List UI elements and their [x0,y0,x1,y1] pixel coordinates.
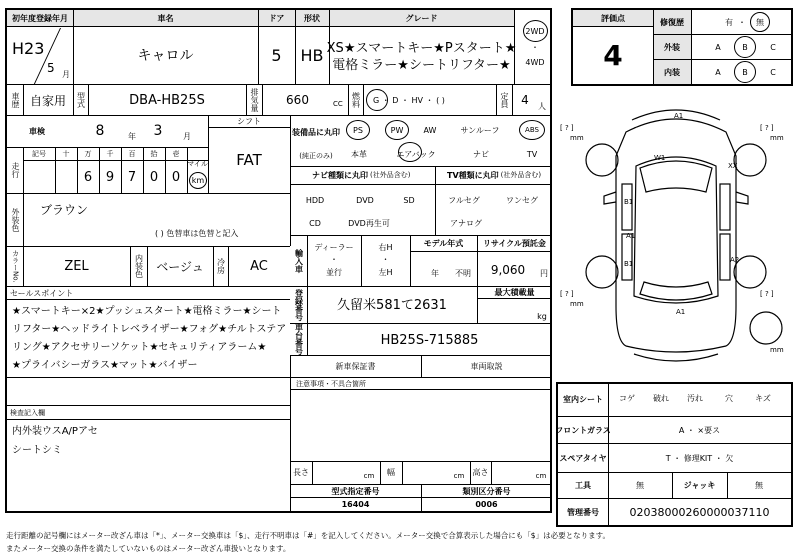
diagram-mm-tl: mm [570,134,584,142]
diagram-bracket-tl: [ ? ] [560,124,574,132]
sales-point-line-2: リング★アクセサリーソケット★セキュリティアラーム★ [12,342,267,353]
width-unit: cm [453,472,465,480]
car-name-label: 車名 [157,13,174,23]
notes-label: 注意事項・不具合箇所 [296,379,366,388]
fuel-options: G ・ D ・ HV ・ ( ) [373,95,445,105]
type-no-label: 型式指定番号 [331,486,380,496]
class-no-label: 類別区分番号 [462,486,511,496]
import-dot1: ・ [330,254,338,264]
interior-label: 内装 [664,67,680,77]
repair-yes: 有 [725,17,733,27]
diagram-label-left-rear: B1 [624,260,634,268]
equip-leather: 本革 [351,149,367,159]
length-unit: cm [363,472,375,480]
spare-value: T ・ 修理KIT ・ 欠 [665,453,734,463]
navi-label: ナビ種類に丸印 (社外品含む) [312,170,411,180]
navi-sd: SD [403,195,415,205]
car-diagram [556,96,796,380]
class-no-value: 0006 [475,500,498,509]
mileage-digit-5: 0 [171,169,181,185]
chassis-label: 車台番号 [294,323,304,355]
ac-value: AC [250,258,268,274]
mgmt-value: 02038000260000037110 [629,505,770,519]
mileage-header-0: 十 [62,150,70,158]
score-value: 4 [603,38,623,72]
exterior-a: A [715,42,721,52]
tv-fullseg: フルセグ [448,195,480,205]
mileage-digit-2: 9 [105,169,115,185]
navi-dvd-play: DVD再生可 [348,218,390,228]
diagram-mm-tr: mm [770,134,784,142]
diagram-bracket-bl: [ ? ] [560,290,574,298]
load-label: 最大積載量 [494,287,535,297]
equipment-sub: (純正のみ) [299,152,333,160]
height-label: 高さ [472,467,489,477]
model-year-unknown: 不明 [455,268,471,278]
seat-item-3: 穴 [725,393,733,403]
doors-value: 5 [271,45,282,65]
shape-label: 形状 [304,13,320,23]
footer-line-2: またメーター交換の条件を満たしていないものはメーター改ざん車扱いとなります。 [6,543,291,553]
color-label: 外装色 [11,208,20,232]
inspection-month: 3 [153,123,163,139]
mileage-header-4: 拾 [150,150,158,158]
inspection-month-unit: 月 [183,131,191,141]
diagram-label-left-mid: A1 [626,232,636,240]
diagram-mm-bl: mm [570,300,584,308]
exterior-c: C [770,42,776,52]
glass-value: A ・ ×要ス [678,425,721,435]
seat-item-0: コゲ [619,393,635,403]
mileage-digit-4: 0 [149,169,159,185]
color-no-label: カラーNo. [11,249,20,283]
model-year-label: モデル年式 [423,239,464,248]
fuel-label: 燃料 [351,92,361,108]
equip-sunroof: サンルーフ [460,125,500,135]
diagram-label-front: A1 [674,112,684,120]
sales-point-line-3: ★プライバシーガラス★マット★バイザー [12,360,198,371]
grade-line2: 電格ミラー★シートリフター★ [332,57,511,73]
length-label: 長さ [293,467,309,477]
capacity-unit: 人 [538,101,546,111]
tv-oneseg: ワンセグ [506,195,538,205]
sales-point-label: セールスポイント [10,288,74,298]
mileage-label: 走行 [11,162,20,178]
mileage-digit-0 [55,163,77,191]
equip-aw: AW [423,125,437,135]
load-unit: kg [537,311,547,321]
inspection-year-unit: 年 [128,131,136,141]
sales-point-line-0: ★スマートキー×2★プッシュスタート★電格ミラー★シート [12,306,282,317]
model-year-unit: 年 [431,268,439,278]
height-unit: cm [535,472,547,480]
seat-item-4: キズ [755,393,771,403]
shape-value: HB [300,45,324,65]
mileage-header-2: 千 [106,150,114,158]
glass-label: フロントガラス [555,425,611,435]
usage-value: 自家用 [29,93,66,108]
jack-label: ジャッキ [683,481,716,490]
inspector-line-1: シートシミ [12,445,62,456]
diagram-label-left-front: B1 [624,198,634,206]
interior-color-value: ベージュ [156,259,204,274]
mileage-header-1: 万 [84,150,92,158]
grade-label: グレード [405,13,438,23]
inspector-label: 検査記入欄 [10,408,45,417]
diagram-label-xx: XX [728,162,738,170]
import-left-h: 左H [378,267,393,277]
jack-value: 無 [755,481,763,490]
model-value: DBA-HB25S [129,92,205,108]
ac-label: 冷房 [216,258,226,274]
diagram-label-right-rear: A2 [730,256,740,264]
interior-c: C [770,67,776,77]
tools-value: 無 [636,481,644,490]
diagram-bracket-tr: [ ? ] [760,124,774,132]
interior-color-label: 内装色 [134,254,144,278]
shift-value: FAT [236,151,262,169]
displacement-value: 660 [286,93,309,107]
drive-4wd: 4WD [525,57,545,67]
navi-hdd: HDD [305,195,325,205]
mileage-digit-3: 7 [127,169,137,185]
capacity-value: 4 [521,93,529,107]
shift-label: シフト [237,116,261,126]
seat-item-2: 汚れ [687,393,703,403]
type-no-value: 16404 [341,500,370,509]
mgmt-label: 管理番号 [567,507,599,517]
navi-cd: CD [309,218,321,228]
mileage-symbol-label: 記号 [32,150,46,158]
registration-label: 登録番号 [294,289,304,321]
repair-no: 無 [756,17,764,27]
first-reg-label: 初年度登録年月 [12,13,68,23]
score-label: 評価点 [601,13,625,23]
color-no-value: ZEL [64,258,89,274]
first-reg-month-unit: 月 [62,69,70,79]
inspector-line-0: 内外装ウスA/Pアセ [12,426,98,437]
registration-value: 久留米581て2631 [337,297,447,313]
diagram-label-windshield: W1 [654,154,666,162]
mileage-header-3: 百 [128,150,136,158]
recycle-yen: 円 [540,268,548,278]
interior-b: B [742,67,748,77]
equip-abs: ABS [525,126,539,134]
seat-item-1: 破れ [653,393,669,403]
displacement-label: 排気量 [250,88,259,112]
sales-point-line-1: リフター★ヘッドライトレベライザー★フォグ★チルトステア [12,324,287,335]
exterior-b: B [742,42,748,52]
repair-sep: ・ [738,17,746,27]
usage-label: 車歴 [11,92,20,108]
seat-label: 室内シート [563,395,603,405]
equip-ps: PS [353,125,363,135]
mileage-km: km [191,176,205,185]
diagram-bracket-br: [ ? ] [760,290,774,298]
recycle-value: 9,060 [490,263,526,277]
footer-line-1: 走行距離の記号欄にはメーター改ざん車は「*」、メーター交換車は「$」、走行不明車は「#」を記入してください。メーター交換で合算表示した場合にも「$」は必要となります。 [6,530,610,540]
equip-navi: ナビ [473,149,489,159]
equipment-label: 装備品に丸印 [292,127,340,137]
import-dealer: ディーラー [314,242,354,252]
equip-tv: TV [526,149,538,159]
import-parallel: 並行 [326,267,342,277]
grade-line1: XS★スマートキー★Pスタート★ [326,40,517,56]
inspection-year: 8 [95,123,105,139]
first-reg-era: H23 [12,38,45,58]
color-value: ブラウン [40,202,89,217]
interior-a: A [715,67,721,77]
navi-dvd: DVD [356,195,374,205]
tv-analog: アナログ [450,218,482,228]
import-right-h: 右H [378,242,393,252]
drive-dot: ・ [531,42,539,52]
doors-label: ドア [268,13,285,23]
displacement-unit: CC [333,100,343,108]
spare-label: スペアタイヤ [559,453,607,463]
inspection-label: 車検 [29,126,45,136]
repair-label: 修復歴 [660,17,684,27]
mileage-digit-1: 6 [83,169,93,185]
chassis-value: HB25S-715885 [380,332,479,348]
model-label: 型式 [76,92,86,108]
diagram-label-rear: A1 [676,308,686,316]
import-dot2: ・ [381,254,390,264]
manual-label: 車両取説 [470,361,503,371]
width-label: 幅 [387,467,395,477]
recycle-label: リサイクル預託金 [483,239,546,248]
exterior-label: 外装 [664,42,680,52]
mileage-header-5: 壱 [172,150,180,158]
tools-label: 工具 [575,481,591,490]
color-note: ( ) 色替車は色替と記入 [155,228,239,238]
tv-label: TV種類に丸印 (社外品含む) [447,170,542,180]
import-label: 輸入車 [294,249,304,273]
capacity-label: 定員 [500,92,509,108]
mileage-mile-label: マイル [187,160,208,168]
warranty-label: 新車保証書 [335,361,376,371]
car-name-value: キャロル [137,48,194,64]
drive-2wd: 2WD [525,26,545,36]
equip-pw: PW [390,125,404,135]
diagram-mm-br: mm [770,346,784,354]
first-reg-month: 5 [47,61,55,75]
equip-airbag: エアバック [396,149,436,159]
